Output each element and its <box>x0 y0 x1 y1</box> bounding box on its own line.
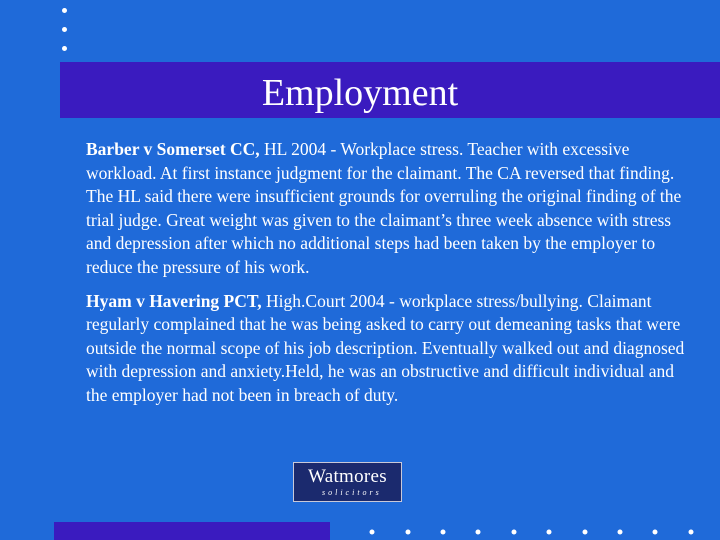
bottom-bar <box>54 522 330 540</box>
slide-body <box>86 138 698 418</box>
dot <box>583 530 588 535</box>
dot <box>370 530 375 535</box>
logo-sub-text: solicitors <box>322 488 382 497</box>
dot <box>62 27 67 32</box>
dot <box>476 530 481 535</box>
logo-main-text: Watmores <box>308 466 387 487</box>
dot <box>618 530 623 535</box>
dot <box>512 530 517 535</box>
dot <box>62 8 67 13</box>
case-name: Hyam v Havering PCT, <box>86 290 262 311</box>
dot <box>62 46 67 51</box>
case-text: HL 2004 - Workplace stress. Teacher with excessive workload. At first instance judgment for the claimant. The CA reversed that finding. The HL said there were insufficient grounds for overruling the original finding of the trial judge. Great weight was given to the claimant’s three week absence with stress and depression after which no additional steps had been taken by the employer to reduce the pressure of his work. <box>86 139 682 277</box>
decorative-dots-top-left <box>60 6 70 56</box>
case-paragraph-2 <box>86 290 698 408</box>
dot <box>547 530 552 535</box>
dot <box>406 530 411 535</box>
dot <box>689 530 694 535</box>
slide-title: Employment <box>261 72 459 114</box>
dot <box>653 530 658 535</box>
watmores-logo <box>293 462 402 502</box>
case-text: High.Court 2004 - workplace stress/bullying. Claimant regularly complained that he was being asked to carry out demeaning tasks that were outside the normal scope of his job description. Eventually walked out and diagnosed with depression and anxiety.Held, he was an obstructive and difficult individual and the employer had not been in breach of duty. <box>86 290 685 405</box>
case-name: Barber v Somerset CC, <box>86 139 260 159</box>
dot <box>441 530 446 535</box>
case-paragraph-1 <box>86 138 698 280</box>
